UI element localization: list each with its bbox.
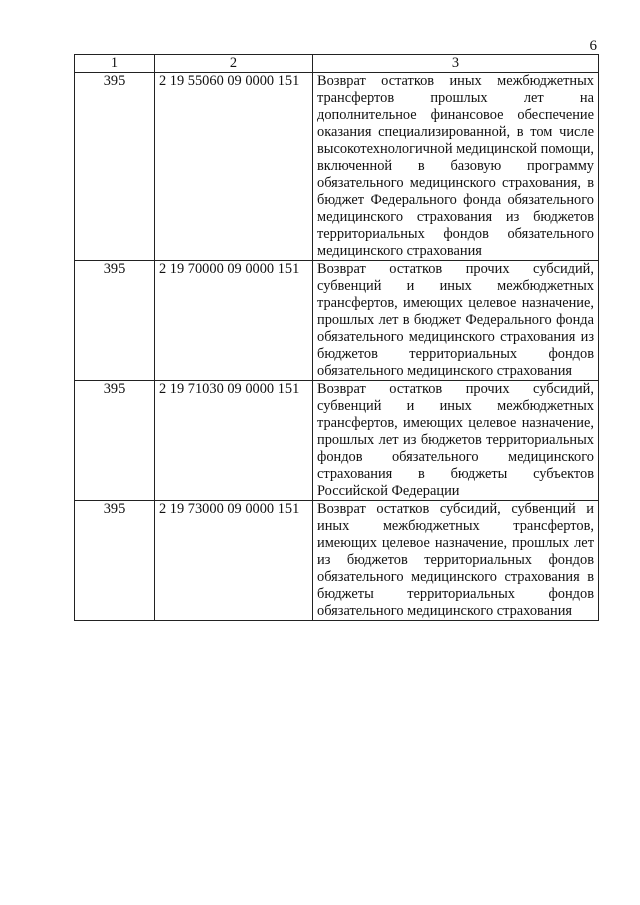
budget-code-cell: 2 19 70000 09 0000 151	[155, 261, 313, 381]
header-row	[75, 55, 599, 73]
description-cell: Возврат остатков прочих субсидий, субвенций и иных межбюджетных трансфертов, имеющих целевое назначение, прошлых лет в бюджет Федерального фонда обязательного медицинского страхования из бюджетов территориальных фондов обязательного медицинского страхования	[313, 261, 599, 381]
admin-code-cell: 395	[75, 501, 155, 621]
description-cell: Возврат остатков иных межбюджетных трансфертов прошлых лет на дополнительное финансовое обеспечение оказания специализированной, в том числе высокотехнологичной медицинской помощи, включенной в базовую программу обязательного медицинского страхования, в бюджет Федерального фонда обязательного медицинского страхования из бюджетов территориальных фондов обязательного медицинского страхования	[313, 73, 599, 261]
budget-code-cell: 2 19 55060 09 0000 151	[155, 73, 313, 261]
table-row	[75, 501, 599, 621]
table-row	[75, 381, 599, 501]
table-header	[75, 55, 599, 73]
header-col-1: 1	[75, 55, 155, 73]
budget-code-cell: 2 19 73000 09 0000 151	[155, 501, 313, 621]
header-col-2: 2	[155, 55, 313, 73]
budget-codes-table	[74, 54, 599, 621]
budget-code-cell: 2 19 71030 09 0000 151	[155, 381, 313, 501]
admin-code-cell: 395	[75, 73, 155, 261]
admin-code-cell: 395	[75, 261, 155, 381]
table-body	[75, 73, 599, 621]
description-cell: Возврат остатков прочих субсидий, субвенций и иных межбюджетных трансфертов, имеющих целевое назначение, прошлых лет из бюджетов территориальных фондов обязательного медицинского страхования в бюджеты субъектов Российской Федерации	[313, 381, 599, 501]
description-cell: Возврат остатков субсидий, субвенций и иных межбюджетных трансфертов, имеющих целевое назначение, прошлых лет из бюджетов территориальных фондов обязательного медицинского страхования в бюджеты территориальных фондов обязательного медицинского страхования	[313, 501, 599, 621]
page-number: 6	[589, 38, 597, 54]
admin-code-cell: 395	[75, 381, 155, 501]
table-row	[75, 261, 599, 381]
table-row	[75, 73, 599, 261]
header-col-3: 3	[313, 55, 599, 73]
